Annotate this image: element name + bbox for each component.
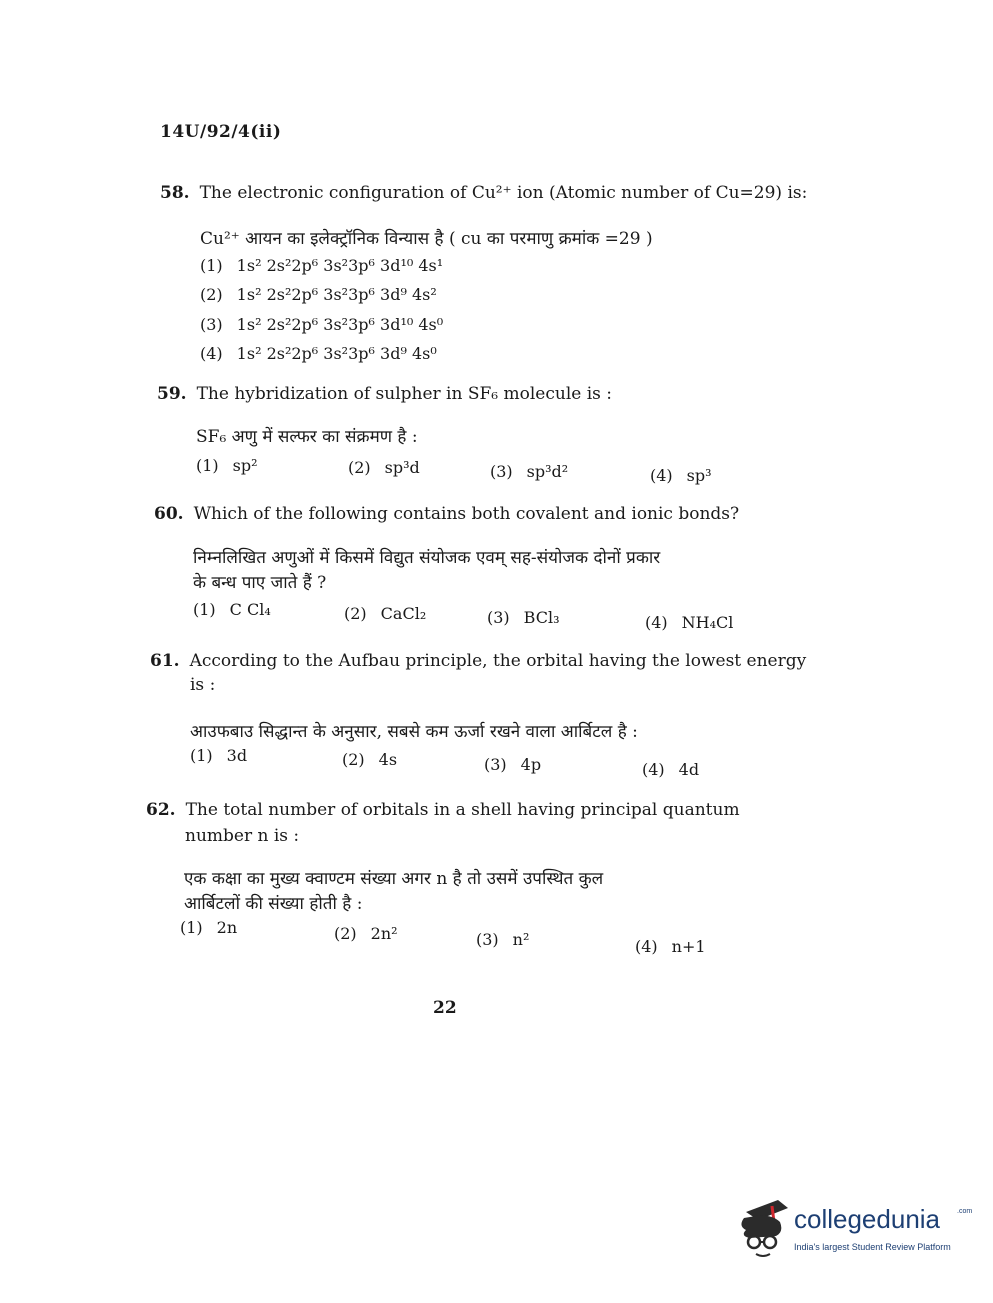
option-1: [200, 256, 443, 275]
option-number: (4): [650, 466, 673, 485]
paper-code: 14U/92/4(ii): [160, 122, 282, 142]
brand-tagline: India's largest Student Review Platform: [794, 1242, 951, 1252]
question-text-english-line1: The total number of orbitals in a shell having principal quantum: [185, 800, 740, 820]
option-number: (4): [200, 344, 223, 363]
option-text: sp³d: [384, 458, 420, 477]
option-3: [484, 755, 541, 774]
option-text: C Cl₄: [229, 600, 271, 619]
option-text: 2n²: [370, 924, 398, 943]
option-number: (2): [342, 750, 365, 769]
option-2: [344, 604, 426, 623]
option-text: NH₄Cl: [681, 613, 734, 632]
option-number: (2): [334, 924, 357, 943]
option-number: (3): [476, 930, 499, 949]
option-4: [200, 344, 437, 363]
option-number: (4): [642, 760, 665, 779]
option-number: (3): [200, 315, 223, 334]
question-58: [160, 183, 807, 203]
option-number: (4): [645, 613, 668, 632]
option-text: 1s² 2s²2p⁶ 3s²3p⁶ 3d¹⁰ 4s¹: [236, 256, 444, 275]
question-text-english-line2: number n is :: [185, 826, 300, 846]
option-number: (2): [344, 604, 367, 623]
option-1: [193, 600, 271, 619]
option-text: 4s: [378, 750, 398, 769]
collegedunia-watermark: [736, 1196, 973, 1266]
option-text: BCl₃: [523, 608, 560, 627]
question-number: 60.: [154, 504, 184, 524]
question-text-english-line1: According to the Aufbau principle, the orbital having the lowest energy: [189, 651, 807, 671]
option-2: [334, 924, 398, 943]
question-text-hindi-line1: एक कक्षा का मुख्य क्वाण्टम संख्या अगर n है तो उसमें उपस्थित कुल: [184, 869, 604, 889]
question-60: [154, 504, 739, 524]
question-text-hindi: Cu²⁺ आयन का इलेक्ट्रॉनिक विन्यास है ( cu का परमाणु क्रमांक =29 ): [200, 229, 653, 249]
option-text: 4d: [678, 760, 700, 779]
option-number: (2): [200, 285, 223, 304]
option-text: 2n: [216, 918, 238, 937]
question-text-hindi: SF₆ अणु में सल्फर का संक्रमण है :: [196, 427, 418, 447]
option-1: [180, 918, 237, 937]
question-text-hindi: आउफबाउ सिद्धान्त के अनुसार, सबसे कम ऊर्जा रखने वाला आर्बिटल है :: [190, 722, 638, 742]
option-text: 1s² 2s²2p⁶ 3s²3p⁶ 3d⁹ 4s⁰: [236, 344, 437, 363]
question-62: [146, 800, 740, 820]
option-number: (1): [180, 918, 203, 937]
question-number: 61.: [150, 651, 180, 671]
option-number: (1): [196, 456, 219, 475]
option-number: (1): [193, 600, 216, 619]
brand-name: collegedunia: [794, 1204, 941, 1234]
option-number: (3): [484, 755, 507, 774]
option-number: (2): [348, 458, 371, 477]
option-text: sp³: [686, 466, 712, 485]
option-text: 1s² 2s²2p⁶ 3s²3p⁶ 3d⁹ 4s²: [236, 285, 437, 304]
option-number: (4): [635, 937, 658, 956]
question-text-english: Which of the following contains both covalent and ionic bonds?: [193, 504, 740, 524]
question-59: [157, 384, 612, 404]
option-3: [476, 930, 529, 949]
question-number: 59.: [157, 384, 187, 404]
question-text-hindi-line2: आर्बिटलों की संख्या होती है :: [184, 894, 363, 914]
option-number: (1): [190, 746, 213, 765]
option-4: [635, 937, 706, 956]
question-number: 62.: [146, 800, 176, 820]
option-number: (3): [490, 462, 513, 481]
option-4: [650, 466, 712, 485]
option-text: n²: [512, 930, 530, 949]
question-number: 58.: [160, 183, 190, 203]
option-2: [342, 750, 397, 769]
option-4: [645, 613, 733, 632]
question-text-english-line2: is :: [190, 675, 216, 695]
option-3: [490, 462, 568, 481]
option-text: sp²: [232, 456, 258, 475]
option-3: [487, 608, 560, 627]
option-text: sp³d²: [526, 462, 569, 481]
option-text: 4p: [520, 755, 542, 774]
option-text: n+1: [671, 937, 706, 956]
option-text: 1s² 2s²2p⁶ 3s²3p⁶ 3d¹⁰ 4s⁰: [236, 315, 444, 334]
question-text-hindi-line1: निम्नलिखित अणुओं में किसमें विद्युत संयोजक एवम् सह-संयोजक दोनों प्रकार: [193, 548, 661, 568]
question-61: [150, 651, 806, 671]
question-text-english: The electronic configuration of Cu²⁺ ion (Atomic number of Cu=29) is:: [199, 183, 808, 203]
brand-domain: .com: [957, 1208, 973, 1215]
option-number: (1): [200, 256, 223, 275]
option-1: [190, 746, 247, 765]
student-mascot-icon: [736, 1196, 792, 1266]
option-4: [642, 760, 699, 779]
page-number: 22: [433, 998, 457, 1018]
option-text: 3d: [226, 746, 248, 765]
option-3: [200, 315, 443, 334]
option-2: [200, 285, 437, 304]
option-number: (3): [487, 608, 510, 627]
option-text: CaCl₂: [380, 604, 427, 623]
option-2: [348, 458, 420, 477]
option-1: [196, 456, 258, 475]
question-text-english: The hybridization of sulpher in SF₆ molecule is :: [196, 384, 613, 404]
question-text-hindi-line2: के बन्ध पाए जाते हैं ?: [193, 573, 327, 593]
